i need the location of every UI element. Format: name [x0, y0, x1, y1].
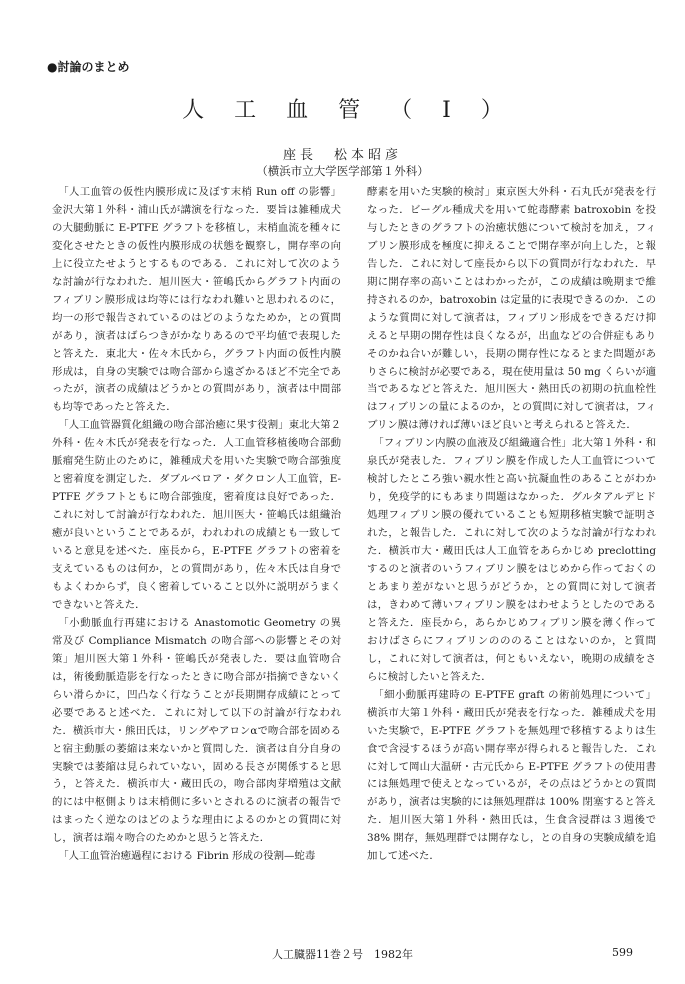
section-label: ●討論のまとめ	[47, 60, 130, 74]
paragraph: 「フィブリン内膜の血液及び組織適合性」北大第１外科・和泉氏が発表した．フィブリン膜を作成した人工血管について検討したところ強い親水性と高い抗凝血性のあることがわかり，免疫学的にもあまり問題はなかった．グルタアルデヒド処理フィブリン膜の優れていることも短期移植実験で証明された，と報告した．これに対して次のような討論が行なわれた．横浜市大・蔵田氏は人工血管をあらかじめ preclotting するのと演者のいうフィブリン膜をはじめから作っておくのとあまり差がないと思うがどうか，との質問に対して演者は，きわめて薄いフィブリン膜をはわせようとしたのであると答えた．座長から，あらかじめフィブリン膜を薄く作っておけばさらにフィブリンのののることはないのか，と質問し，これに対して演者は，何ともいえない，晩期の成績をさらに検討したいと答えた．	[367, 437, 656, 683]
paragraph: 「細小動脈再建時の E-PTFE graft の術前処理について」横浜市大第１外科・蔵田氏が発表を行なった．雑種成犬を用いた実験で，E-PTFE グラフトを無処理で移植するよりは生食で含浸するほうが高い開存率が得られると報告した．これに対して岡山大温研・古元氏から E-PTFE グラフトの使用書には無処理で使えとなっているが，その点はどうかとの質問があり，演者は実験的には無処理群は 100% 閉塞すると答えた．旭川医大第１外科・熱田氏は，生食含浸群は３週後で 38% 開存，無処理群では開存なし，との自身の実験成績を追加して述べた．	[367, 688, 656, 863]
paragraph: 「人工血管治癒過程における Fibrin 形成の役割—蛇毒	[58, 850, 316, 863]
paragraph: 「小動脈血行再建における Anastomotic Geometry の異常及び Compliance Mismatch の吻合部への影響とその対策」旭川医大第１外科・笹嶋氏が発表した．要は血管吻合は，術後動脈造影を行なったときに吻合部が指摘できないくらい滑らかに，凹凸なく行なうことが長期開存成績にとって必要であると述べた．これに対して以下の討論が行なわれた．横浜市大・熊田氏は，リングやアロンαで吻合部を固めると宿主動脈の萎縮は来ないかと質問した．演者は自分自身の実験では萎縮は見られていない，固める長さが関係すると思う，と答えた．横浜市大・蔵田氏の，吻合部肉芽増殖は文献的には中枢側よりは末梢側に多いとされるのに演者の報告ではまったく逆なのはどのような理由によるのかとの質問に対し，演者は端々吻合のためかと思うと答えた．	[52, 616, 341, 845]
paragraph: 酵素を用いた実験的検討」東京医大外科・石丸氏が発表を行なった．ビーグル種成犬を用いて蛇毒酵素 batroxobin を投与したときのグラフトの治癒状態について検討を加え，フィブリン膜形成を極度に抑えることで開存率が向上した，と報告した．これに対して座長から以下の質問が行なわれた．早期に開存率の高いことはわかったが，この成績は晩期まで維持されるのか，batroxobin は定量的に表現できるのか．このような質問に対して演者は，フィブリン形成をできるだけ抑えると早期の開存性は良くなるが，出血などの合併症もありそのかね合いが難しい，長期の開存性になるとまた問題がありさらに検討が必要である，現在使用量は 50 mg くらいが適当であるなどと答えた．旭川医大・熱田氏の初期の抗血栓性はフィブリンの量によるのか，との質問に対して演者は，フィブリン膜は薄ければ薄いほど良いと考えられると答えた．	[367, 186, 656, 432]
right-column	[367, 184, 656, 904]
left-column	[52, 184, 341, 944]
paragraph: 「人工血管器質化組織の吻合部治癒に果す役割」東北大第２外科・佐々木氏が発表を行なった．人工血管移植後吻合部動脈瘤発生防止のために，雑種成犬を用いた実験で吻合部強度と密着度を測定した．ダブルベロア・ダクロン人工血管，E-PTFE グラフトともに吻合部強度，密着度は良好であった．これに対して討論が行なわれた．旭川医大・笹嶋氏は組織治癒が良いということであるが，われわれの成績とも一致していると意見を述べた．座長から，E-PTFE グラフトの密着を支えているものは何か，との質問があり，佐々木氏は自身でもよくわからず，良く密着していること以外に説明がうまくできないと答えた．	[52, 419, 341, 611]
chair-name: 座長 松本昭彦	[282, 148, 402, 163]
paragraph: 「人工血管の仮性内膜形成に及ぼす末梢 Run off の影響」金沢大第１外科・浦山氏が講演を行なった．要旨は雑種成犬の大腿動脈に E-PTFE グラフトを移植し，末梢血流を種々に変化させたときの仮性内膜形成の状態を観察し，開存率の向上に役立たせようとするものである．これに対して次のような討論が行なわれた．旭川医大・笹嶋氏からグラフト内面のフィブリン膜形成は均等には行なわれ難いと思われるのに，均一の形で報告されているのはどのようなためか，との質問があり，演者はばらつきがかなりあるので平均値で表現したと答えた．東北大・佐々木氏から，グラフト内面の仮性内膜形成は，自身の実験では吻合部から遠ざかるほど不完全であったが，演者の成績はどうかとの質問があり，演者は中間部も均等であったと答えた．	[52, 186, 341, 414]
page-number: 599	[612, 946, 633, 959]
journal-citation: 人工臓器11巻２号 1982年	[272, 948, 413, 961]
page-title: 人工血管（I）	[182, 98, 533, 123]
affiliation: （横浜市立大学医学部第１外科）	[256, 164, 429, 178]
